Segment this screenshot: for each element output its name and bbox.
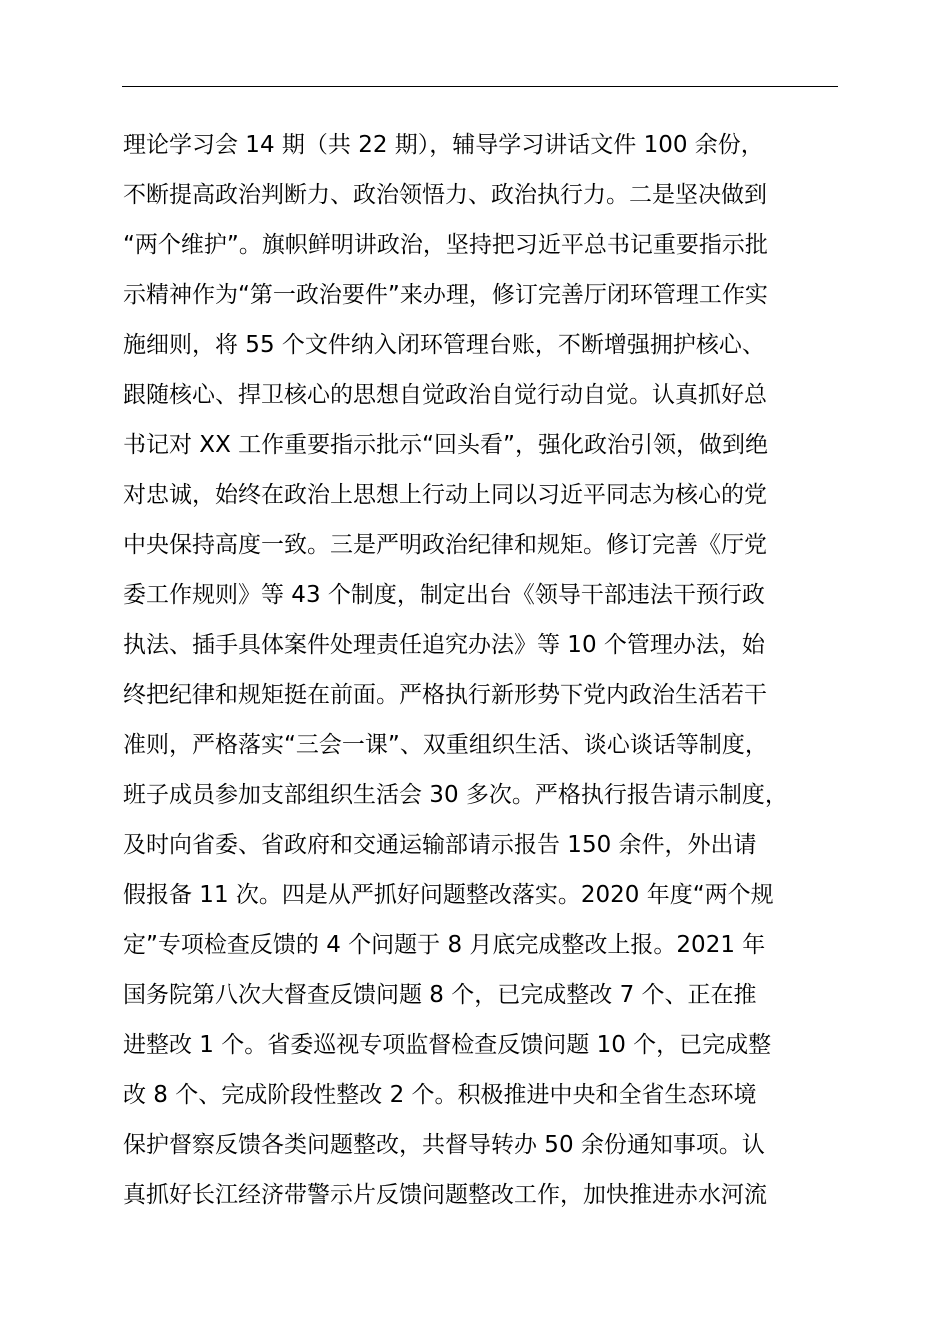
text-line: 执法、插手具体案件处理责任追究办法》等 10 个管理办法，始: [123, 632, 765, 658]
text-line: 书记对 XX 工作重要指示批示“回头看”，强化政治引领，做到绝: [123, 432, 768, 458]
text-line: 不断提高政治判断力、政治领悟力、政治执行力。二是坚决做到: [123, 182, 767, 208]
header-rule: [122, 86, 838, 87]
text-line: 示精神作为“第一政治要件”来办理，修订完善厅闭环管理工作实: [123, 282, 768, 308]
text-line: 终把纪律和规矩挺在前面。严格执行新形势下党内政治生活若干: [123, 682, 767, 708]
text-line: 理论学习会 14 期（共 22 期），辅导学习讲话文件 100 余份，: [123, 132, 764, 158]
text-line: 假报备 11 次。四是从严抓好问题整改落实。2020 年度“两个规: [123, 882, 774, 908]
text-line: 保护督察反馈各类问题整改，共督导转办 50 余份通知事项。认: [123, 1132, 765, 1158]
text-line: 及时向省委、省政府和交通运输部请示报告 150 余件，外出请: [123, 832, 757, 858]
text-line: 施细则，将 55 个文件纳入闭环管理台账，不断增强拥护核心、: [123, 332, 765, 358]
text-line: 进整改 1 个。省委巡视专项监督检查反馈问题 10 个，已完成整: [123, 1032, 772, 1058]
text-line: 中央保持高度一致。三是严明政治纪律和规矩。修订完善《厅党: [123, 532, 767, 558]
text-line: 跟随核心、捍卫核心的思想自觉政治自觉行动自觉。认真抓好总: [123, 382, 767, 408]
document-body: [123, 120, 853, 1220]
text-line: 委工作规则》等 43 个制度，制定出台《领导干部违法干预行政: [123, 582, 765, 608]
text-line: 班子成员参加支部组织生活会 30 多次。严格执行报告请示制度，: [123, 782, 788, 808]
text-line: 真抓好长江经济带警示片反馈问题整改工作，加快推进赤水河流: [123, 1182, 767, 1208]
text-line: “两个维护”。旗帜鲜明讲政治，坚持把习近平总书记重要指示批: [123, 232, 768, 258]
text-line: 国务院第八次大督查反馈问题 8 个，已完成整改 7 个、正在推: [123, 982, 757, 1008]
text-line: 定”专项检查反馈的 4 个问题于 8 月底完成整改上报。2021 年: [123, 932, 766, 958]
text-line: 对忠诚，始终在政治上思想上行动上同以习近平同志为核心的党: [123, 482, 767, 508]
text-line: 改 8 个、完成阶段性整改 2 个。积极推进中央和全省生态环境: [123, 1082, 757, 1108]
text-line: 准则，严格落实“三会一课”、双重组织生活、谈心谈话等制度，: [123, 732, 768, 758]
